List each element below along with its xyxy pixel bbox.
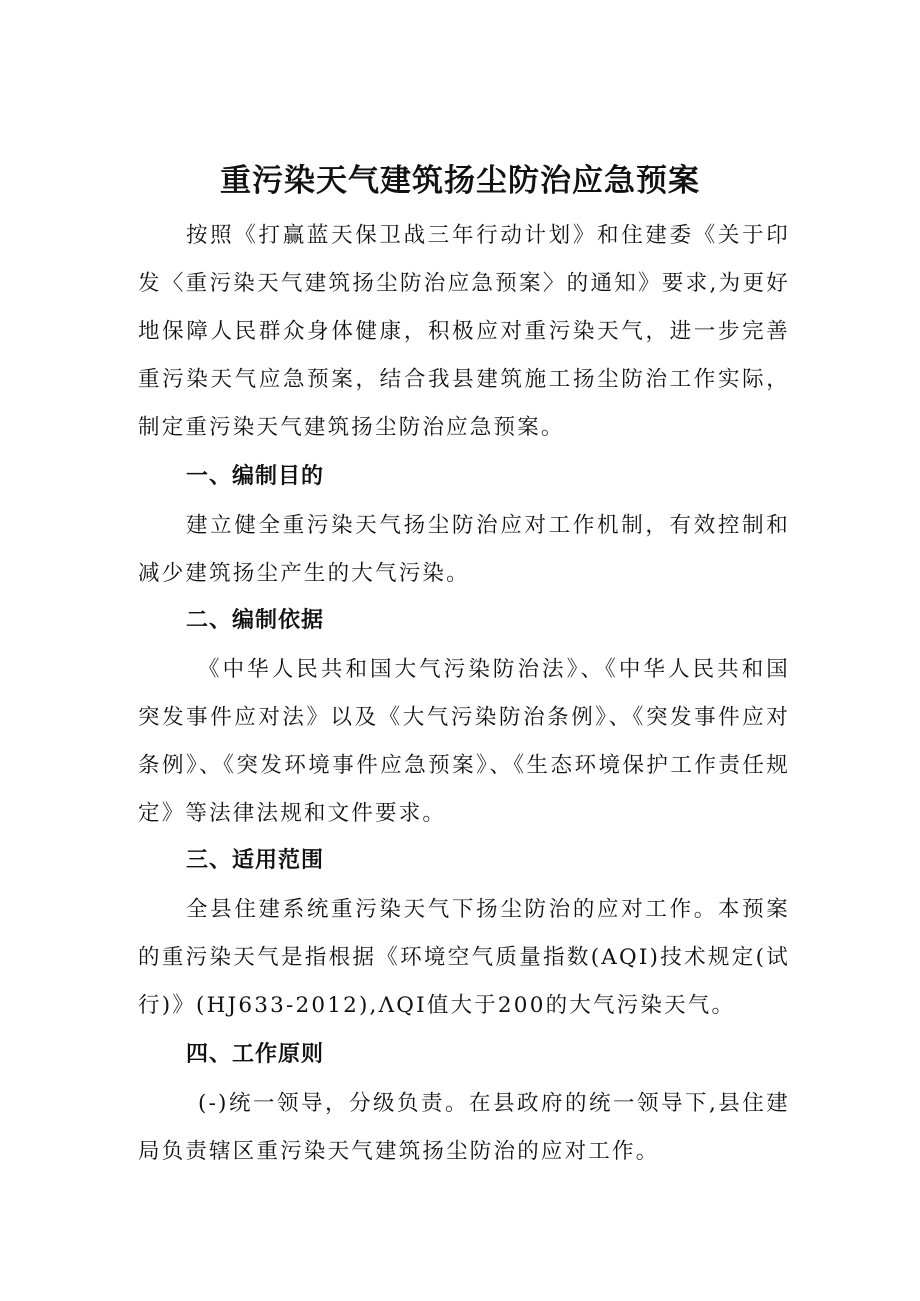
section-heading-principles: 四、工作原则 <box>186 1042 325 1067</box>
section-paragraph-basis: 《中华人民共和国大气污染防治法》、《中华人民共和国突发事件应对法》以及《大气污染防治条例》、《突发事件应对条例》、《突发环境事件应急预案》、《生态环境保护工作责任规定》等法律法规和文件要求。 <box>138 657 790 826</box>
intro-paragraph: 按照《打赢蓝天保卫战三年行动计划》和住建委《关于印发〈重污染天气建筑扬尘防治应急预案〉的通知》要求,为更好地保障人民群众身体健康，积极应对重污染天气，进一步完善重污染天气应急预案，结合我县建筑施工扬尘防治工作实际，制定重污染天气建筑扬尘防治应急预案。 <box>138 223 790 440</box>
section-paragraph-principles: (-)统一领导，分级负责。在县政府的统一领导下,县住建局负责辖区重污染天气建筑扬尘防治的应对工作。 <box>138 1091 790 1164</box>
section-heading-purpose: 一、编制目的 <box>186 464 325 489</box>
document-title: 重污染天气建筑扬尘防治应急预案 <box>220 162 700 199</box>
section-heading-scope: 三、适用范围 <box>186 848 325 873</box>
section-paragraph-purpose: 建立健全重污染天气扬尘防治应对工作机制，有效控制和减少建筑扬尘产生的大气污染。 <box>138 513 790 586</box>
section-heading-basis: 二、编制依据 <box>186 608 325 633</box>
section-paragraph-scope: 全县住建系统重污染天气下扬尘防治的应对工作。本预案的重污染天气是指根据《环境空气质量指数(AQI)技术规定(试行)》(HJ633-2012),ΛQI值大于200的大气污染天气。 <box>138 897 790 1018</box>
